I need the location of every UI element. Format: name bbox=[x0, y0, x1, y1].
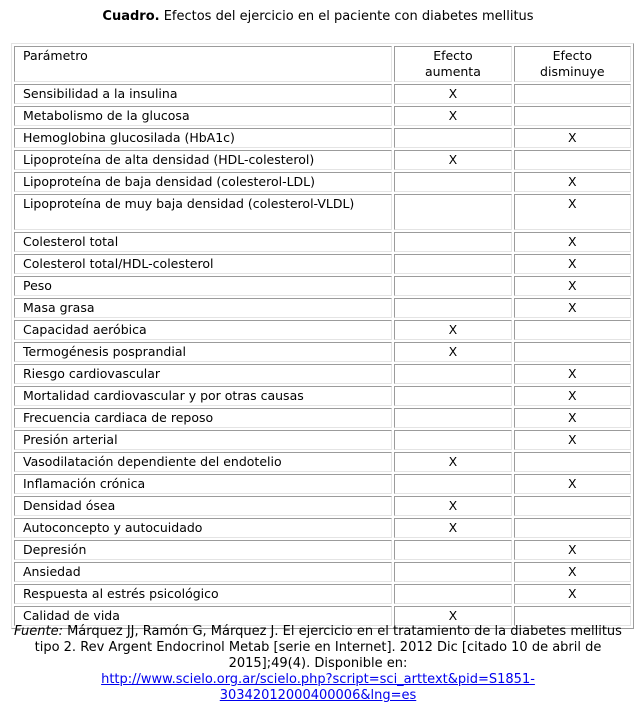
decrease-cell: X bbox=[514, 430, 631, 450]
parameter-cell: Masa grasa bbox=[14, 298, 392, 318]
table-row bbox=[14, 496, 631, 516]
parameter-cell: Mortalidad cardiovascular y por otras causas bbox=[14, 386, 392, 406]
table-row bbox=[14, 452, 631, 472]
header-decrease-line1: Efecto bbox=[552, 48, 592, 63]
increase-cell bbox=[394, 364, 511, 384]
increase-cell bbox=[394, 172, 511, 192]
table-header-row bbox=[14, 46, 631, 82]
source-label: Fuente: bbox=[14, 624, 63, 639]
parameter-cell: Inflamación crónica bbox=[14, 474, 392, 494]
parameter-cell: Lipoproteína de alta densidad (HDL-colesterol) bbox=[14, 150, 392, 170]
header-parameter bbox=[14, 46, 392, 82]
table-row bbox=[14, 540, 631, 560]
source-text: Márquez JJ, Ramón G, Márquez J. El ejercicio en el tratamiento de la diabetes mellitus tipo 2. Rev Argent Endocrinol Metab [serie en Internet]. 2012 Dic [citado 10 de abril de 2015];49(4). Disponible en: bbox=[34, 624, 622, 671]
parameter-cell: Presión arterial bbox=[14, 430, 392, 450]
decrease-cell: X bbox=[514, 172, 631, 192]
source-citation bbox=[0, 624, 636, 704]
decrease-cell bbox=[514, 150, 631, 170]
table-row bbox=[14, 584, 631, 604]
decrease-cell: X bbox=[514, 254, 631, 274]
parameter-cell: Densidad ósea bbox=[14, 496, 392, 516]
increase-cell bbox=[394, 276, 511, 296]
parameter-cell: Colesterol total bbox=[14, 232, 392, 252]
increase-cell: X bbox=[394, 452, 511, 472]
header-increase bbox=[394, 46, 511, 82]
decrease-cell: X bbox=[514, 408, 631, 428]
caption-text: Efectos del ejercicio en el paciente con diabetes mellitus bbox=[159, 9, 534, 24]
parameter-cell: Autoconcepto y autocuidado bbox=[14, 518, 392, 538]
decrease-cell bbox=[514, 496, 631, 516]
table-row bbox=[14, 342, 631, 362]
decrease-cell: X bbox=[514, 540, 631, 560]
decrease-cell: X bbox=[514, 562, 631, 582]
decrease-cell: X bbox=[514, 276, 631, 296]
increase-cell bbox=[394, 408, 511, 428]
parameter-cell: Hemoglobina glucosilada (HbA1c) bbox=[14, 128, 392, 148]
parameter-cell: Frecuencia cardiaca de reposo bbox=[14, 408, 392, 428]
decrease-cell bbox=[514, 106, 631, 126]
table-row bbox=[14, 474, 631, 494]
increase-cell: X bbox=[394, 320, 511, 340]
table-row bbox=[14, 128, 631, 148]
parameter-cell: Colesterol total/HDL-colesterol bbox=[14, 254, 392, 274]
header-decrease-line2: disminuye bbox=[540, 64, 605, 79]
table-row bbox=[14, 276, 631, 296]
table-row bbox=[14, 194, 631, 230]
parameter-cell: Depresión bbox=[14, 540, 392, 560]
decrease-cell bbox=[514, 342, 631, 362]
table-row bbox=[14, 150, 631, 170]
increase-cell bbox=[394, 254, 511, 274]
table-row bbox=[14, 606, 631, 626]
header-increase-line1: Efecto bbox=[433, 48, 473, 63]
header-decrease bbox=[514, 46, 631, 82]
decrease-cell: X bbox=[514, 474, 631, 494]
table-row bbox=[14, 254, 631, 274]
increase-cell: X bbox=[394, 342, 511, 362]
increase-cell: X bbox=[394, 106, 511, 126]
decrease-cell: X bbox=[514, 298, 631, 318]
parameter-cell: Peso bbox=[14, 276, 392, 296]
parameter-cell: Vasodilatación dependiente del endotelio bbox=[14, 452, 392, 472]
parameter-cell: Lipoproteína de muy baja densidad (colesterol-VLDL) bbox=[14, 194, 392, 230]
increase-cell: X bbox=[394, 606, 511, 626]
increase-cell: X bbox=[394, 150, 511, 170]
table-row bbox=[14, 84, 631, 104]
increase-cell bbox=[394, 474, 511, 494]
table-row bbox=[14, 386, 631, 406]
table-row bbox=[14, 172, 631, 192]
parameter-cell: Ansiedad bbox=[14, 562, 392, 582]
table-row bbox=[14, 106, 631, 126]
table-row bbox=[14, 364, 631, 384]
table-row bbox=[14, 430, 631, 450]
increase-cell bbox=[394, 584, 511, 604]
increase-cell bbox=[394, 194, 511, 230]
decrease-cell bbox=[514, 518, 631, 538]
increase-cell: X bbox=[394, 518, 511, 538]
table-row bbox=[14, 562, 631, 582]
table-row bbox=[14, 298, 631, 318]
increase-cell bbox=[394, 430, 511, 450]
parameter-cell: Metabolismo de la glucosa bbox=[14, 106, 392, 126]
parameter-cell: Capacidad aeróbica bbox=[14, 320, 392, 340]
header-increase-line2: aumenta bbox=[424, 64, 481, 79]
decrease-cell bbox=[514, 84, 631, 104]
source-link[interactable]: http://www.scielo.org.ar/scielo.php?script=sci_arttext&pid=S1851- 30342012000400006&lng=es bbox=[101, 672, 535, 703]
increase-cell bbox=[394, 386, 511, 406]
parameter-cell: Riesgo cardiovascular bbox=[14, 364, 392, 384]
decrease-cell: X bbox=[514, 364, 631, 384]
increase-cell bbox=[394, 128, 511, 148]
increase-cell bbox=[394, 540, 511, 560]
increase-cell bbox=[394, 298, 511, 318]
table-caption bbox=[0, 9, 636, 25]
decrease-cell: X bbox=[514, 232, 631, 252]
decrease-cell bbox=[514, 606, 631, 626]
decrease-cell: X bbox=[514, 194, 631, 230]
parameter-cell: Sensibilidad a la insulina bbox=[14, 84, 392, 104]
increase-cell bbox=[394, 562, 511, 582]
parameter-cell: Termogénesis posprandial bbox=[14, 342, 392, 362]
effects-table bbox=[11, 43, 634, 629]
caption-label: Cuadro. bbox=[102, 9, 160, 24]
decrease-cell: X bbox=[514, 386, 631, 406]
parameter-cell: Lipoproteína de baja densidad (colesterol-LDL) bbox=[14, 172, 392, 192]
increase-cell: X bbox=[394, 496, 511, 516]
table-row bbox=[14, 408, 631, 428]
header-parameter-label: Parámetro bbox=[23, 48, 88, 63]
table-row bbox=[14, 518, 631, 538]
decrease-cell bbox=[514, 320, 631, 340]
increase-cell: X bbox=[394, 84, 511, 104]
decrease-cell bbox=[514, 452, 631, 472]
parameter-cell: Calidad de vida bbox=[14, 606, 392, 626]
increase-cell bbox=[394, 232, 511, 252]
table-row bbox=[14, 232, 631, 252]
decrease-cell: X bbox=[514, 584, 631, 604]
parameter-cell: Respuesta al estrés psicológico bbox=[14, 584, 392, 604]
decrease-cell: X bbox=[514, 128, 631, 148]
effects-table-container bbox=[11, 43, 631, 629]
table-row bbox=[14, 320, 631, 340]
